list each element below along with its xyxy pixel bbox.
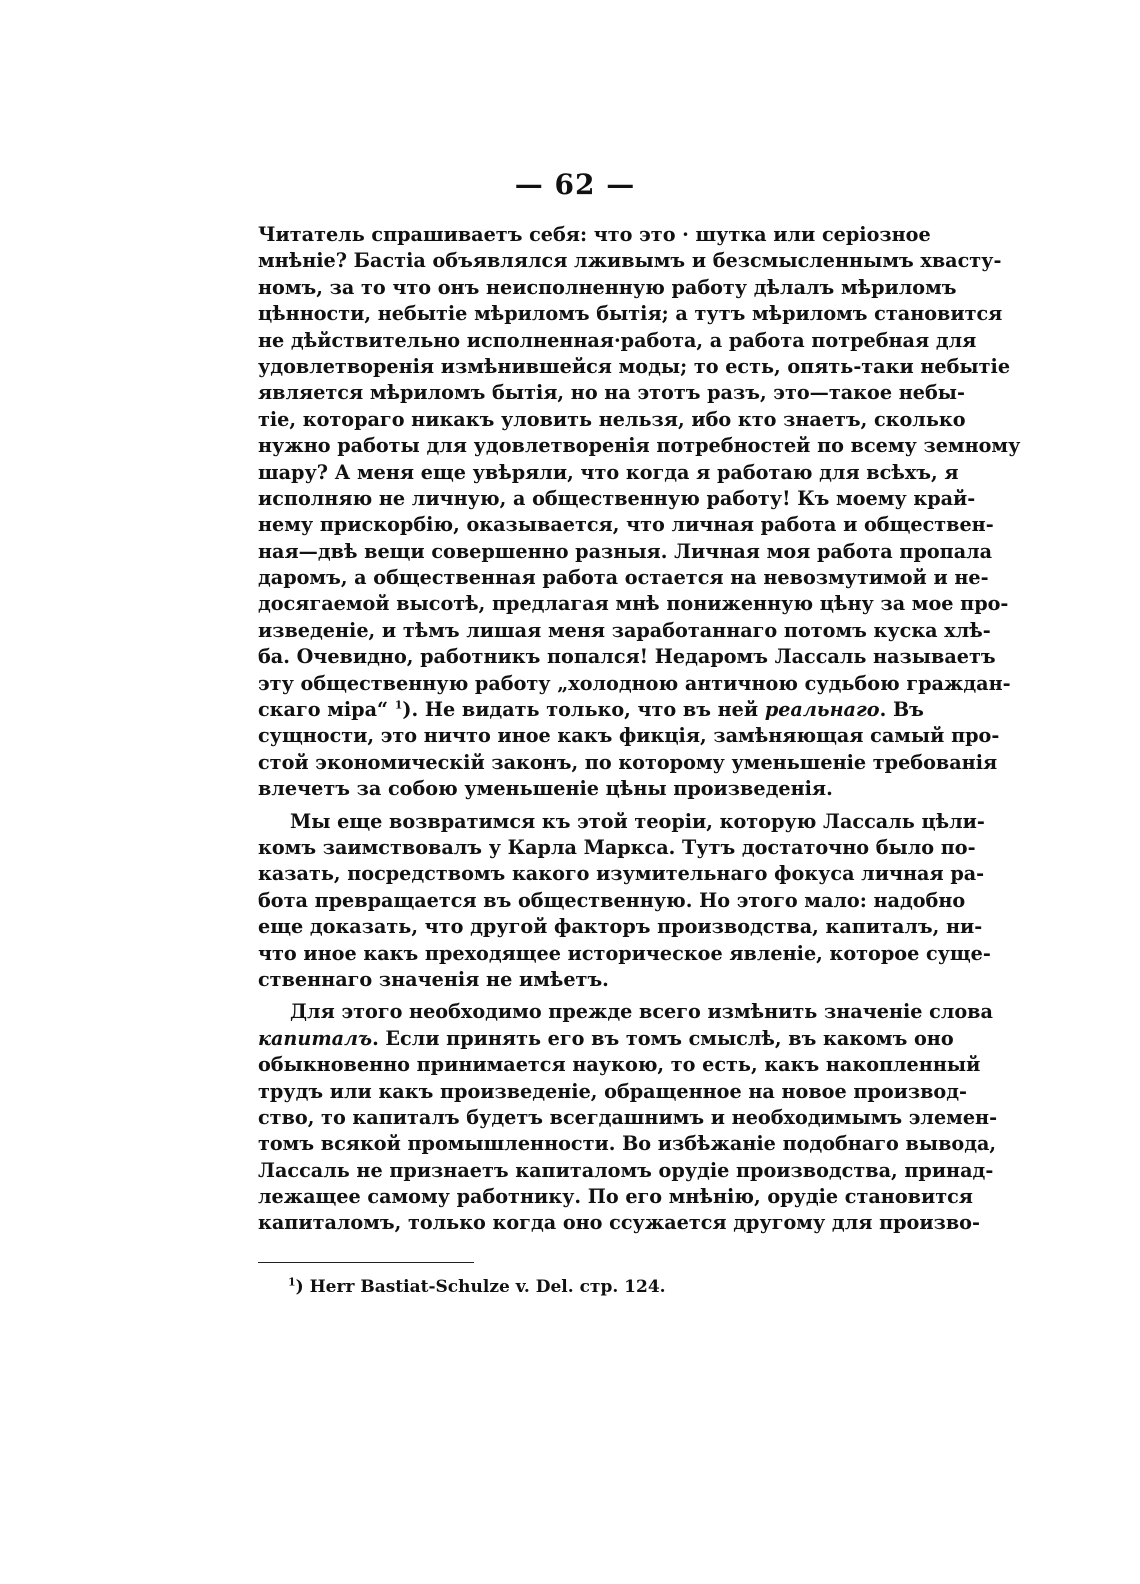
text-line: досягаемой высотѣ, предлагая мнѣ пониженную цѣну за мое про-: [258, 592, 1009, 616]
emphasis-text: капиталъ: [258, 1026, 373, 1050]
footnote: [288, 1277, 666, 1297]
body-text: [258, 222, 1021, 1237]
text-line: ная—двѣ вещи совершенно разныя. Личная моя работа пропала: [258, 539, 993, 563]
text-line: изведеніе, и тѣмъ лишая меня заработаннаго потомъ куска хлѣ-: [258, 618, 991, 642]
text-line: эту общественную работу „холодною античною судьбою граждан-: [258, 671, 1011, 695]
line-segment: скаго міра“: [258, 698, 389, 722]
emphasis-text: реальнаго: [764, 698, 880, 722]
paragraph-start: Для этого необходимо прежде всего измѣнить значеніе слова: [290, 1000, 993, 1024]
footnote-text: ) Herr Bastiat-Schulze v. Del. стр. 124.: [295, 1277, 666, 1297]
page-number: — 62 —: [514, 168, 636, 201]
text-line: трудъ или какъ произведеніе, обращенное на новое производ-: [258, 1079, 967, 1103]
line-segment: . Въ: [879, 698, 924, 722]
text-line-footnote-ref: [258, 697, 924, 723]
footnote-divider: [258, 1262, 474, 1263]
text-line: стой экономическій законъ, по которому уменьшеніе требованія: [258, 750, 998, 774]
text-line: капиталомъ, только когда оно ссужается другому для произво-: [258, 1211, 980, 1235]
line-segment: . Если принять его въ томъ смыслѣ, въ какомъ оно: [372, 1026, 954, 1050]
text-line: нему прискорбію, оказывается, что личная работа и обществен-: [258, 513, 994, 537]
text-line: еще доказать, что другой факторъ производства, капиталъ, ни-: [258, 915, 983, 939]
text-line: цѣнности, небытіе мѣриломъ бытія; а тутъ мѣриломъ становится: [258, 302, 1003, 326]
text-line: не дѣйствительно исполненная·работа, а работа потребная для: [258, 328, 977, 352]
text-line: номъ, за то что онъ неисполненную работу дѣлалъ мѣриломъ: [258, 275, 957, 299]
text-line: что иное какъ преходящее историческое явленіе, которое суще-: [258, 941, 991, 965]
paragraph-start: Мы еще возвратимся къ этой теоріи, которую Лассаль цѣли-: [290, 809, 985, 833]
text-line: удовлетворенія измѣнившейся моды; то есть, опять-таки небытіе: [258, 354, 1011, 378]
text-line: Лассаль не признаетъ капиталомъ орудіе производства, принад-: [258, 1158, 994, 1182]
text-line: является мѣриломъ бытія, но на этотъ разъ, это—такое небы-: [258, 381, 965, 405]
footnote-marker: 1: [288, 1275, 296, 1289]
text-line: даромъ, а общественная работа остается на невозмутимой и не-: [258, 566, 989, 590]
text-line: шару? А меня еще увѣряли, что когда я работаю для всѣхъ, я: [258, 460, 959, 484]
text-line-emphasis: [258, 1026, 954, 1052]
text-line: казать, посредствомъ какого изумительнаго фокуса личная ра-: [258, 862, 985, 886]
text-line: томъ всякой промышленности. Во избѣжаніе подобнаго вывода,: [258, 1132, 997, 1156]
text-line: ба. Очевидно, работникъ попался! Недаромъ Лассаль называетъ: [258, 645, 996, 669]
text-line: ство, то капиталъ будетъ всегдашнимъ и необходимымъ элемен-: [258, 1105, 998, 1129]
text-line: тіе, котораго никакъ уловить нельзя, ибо кто знаетъ, сколько: [258, 407, 966, 431]
text-line: ственнаго значенія не имѣетъ.: [258, 967, 609, 991]
text-line: комъ заимствовалъ у Карла Маркса. Тутъ достаточно было по-: [258, 835, 976, 859]
text-line: влечетъ за собою уменьшеніе цѣны произведенія.: [258, 777, 833, 801]
text-line: мнѣніе? Бастіа объявлялся лживымъ и безсмысленнымъ хвасту-: [258, 249, 1002, 273]
text-line: обыкновенно принимается наукою, то есть, какъ накопленный: [258, 1053, 981, 1077]
text-line: нужно работы для удовлетворенія потребностей по всему земному: [258, 434, 1021, 458]
text-line: лежащее самому работнику. По его мнѣнію, орудіе становится: [258, 1185, 973, 1209]
footnote-ref: 1: [394, 698, 403, 712]
text-line: сущности, это ничто иное какъ фикція, замѣняющая самый про-: [258, 724, 1000, 748]
text-line: бота превращается въ общественную. Но этого мало: надобно: [258, 888, 966, 912]
text-line: исполняю не личную, а общественную работу! Къ моему край-: [258, 486, 976, 510]
line-segment: ). Не видать только, что въ ней: [402, 698, 759, 722]
text-line: Читатель спрашиваетъ себя: что это · шутка или серіозное: [258, 223, 931, 246]
